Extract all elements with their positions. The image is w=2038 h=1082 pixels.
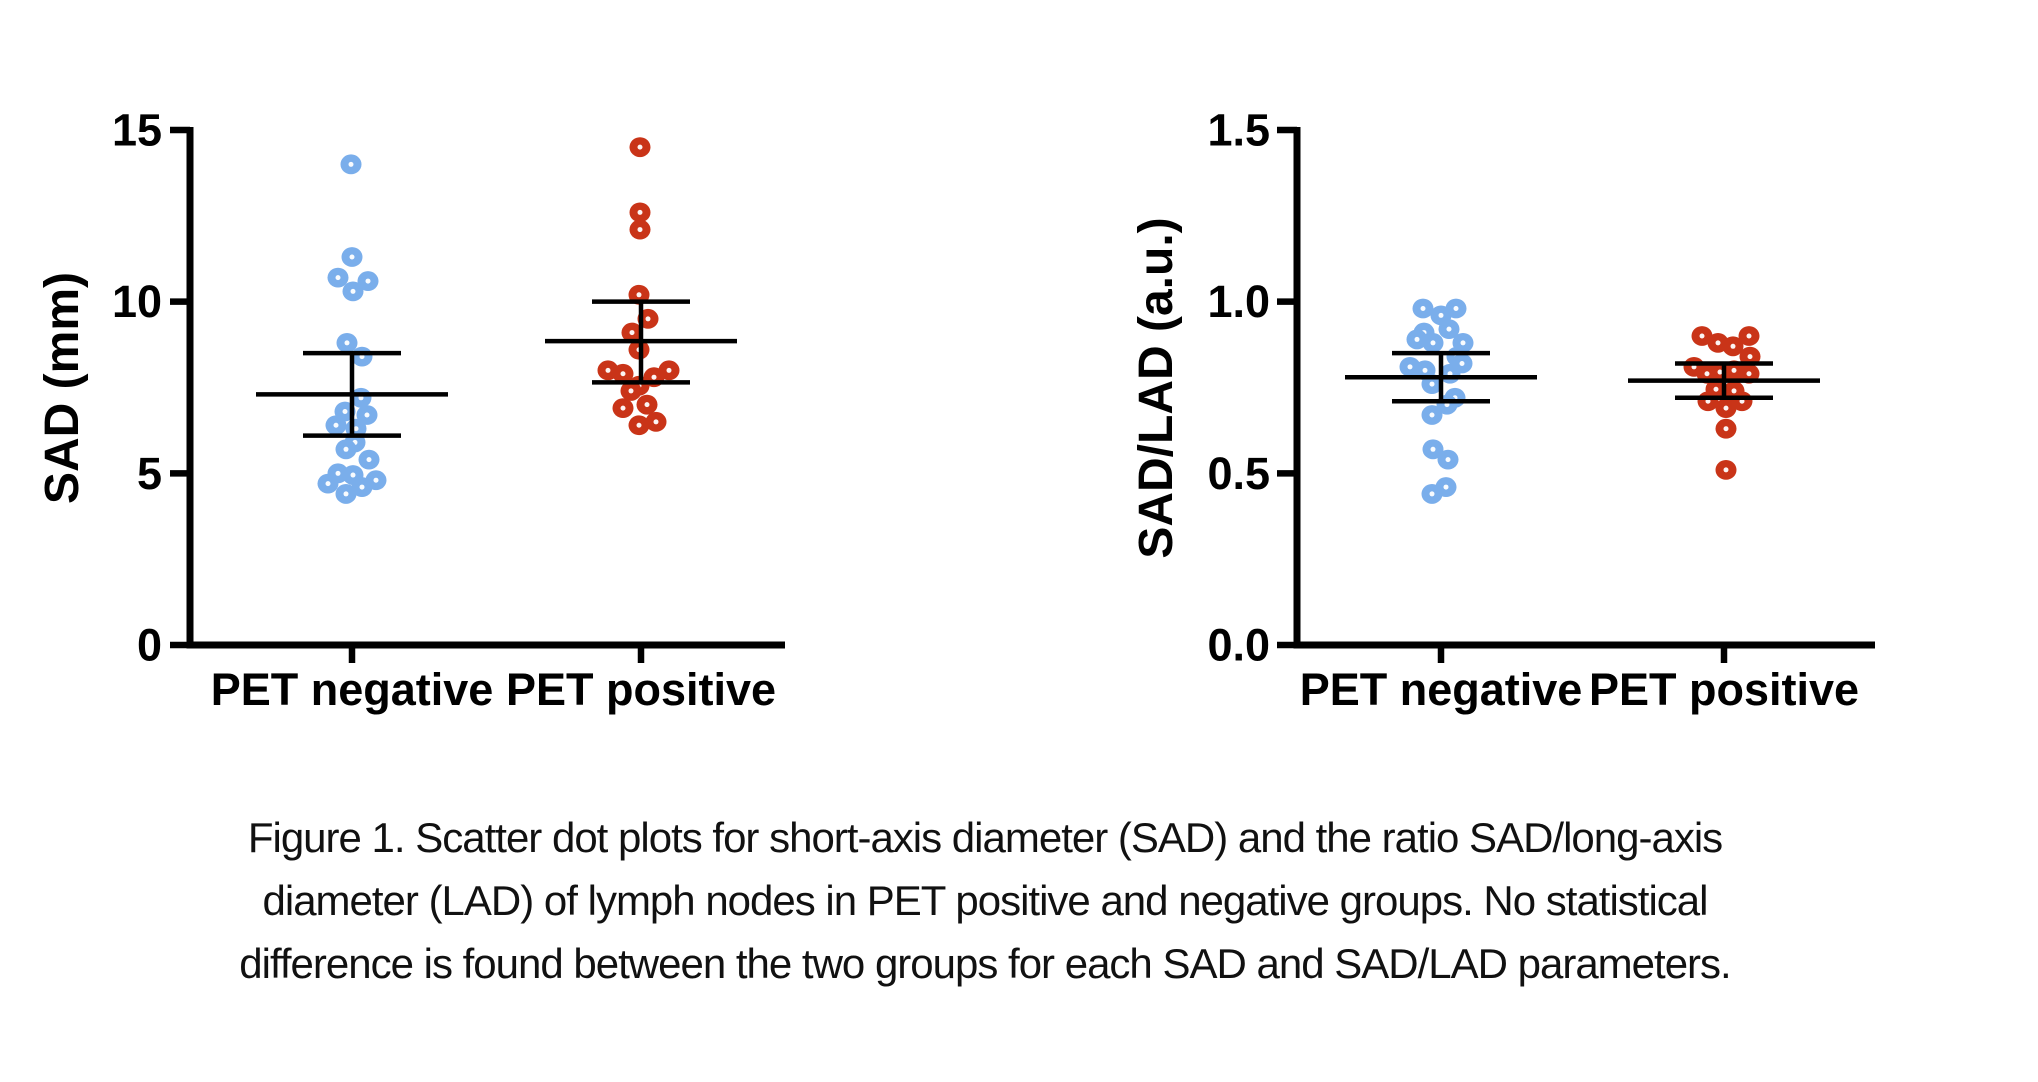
data-point-center xyxy=(351,473,356,478)
data-point-center xyxy=(344,491,349,496)
data-point-center xyxy=(1408,364,1413,369)
data-point-center xyxy=(637,292,642,297)
data-point-center xyxy=(654,419,659,424)
data-point-center xyxy=(1454,306,1459,311)
data-point-center xyxy=(1714,387,1719,392)
data-point-center xyxy=(621,371,626,376)
plot-sad xyxy=(36,105,785,716)
plot-sad-lad xyxy=(1130,105,1875,716)
series-pet-positive xyxy=(598,137,680,435)
data-point-center xyxy=(1732,368,1737,373)
data-point-center xyxy=(1431,447,1436,452)
caption-line-2: diameter (LAD) of lymph nodes in PET positive and negative groups. No statistical xyxy=(262,877,1708,924)
data-point-center xyxy=(343,409,348,414)
data-point-center xyxy=(630,330,635,335)
data-point-center xyxy=(1747,334,1752,339)
error-bar-pet-positive xyxy=(1628,363,1820,397)
category-label-pet-positive: PET positive xyxy=(1588,664,1860,715)
figure-caption xyxy=(0,806,1970,995)
data-point-center xyxy=(345,340,350,345)
data-point-center xyxy=(1724,467,1729,472)
caption-line-3: difference is found between the two groups for each SAD and SAD/LAD parameters. xyxy=(239,940,1731,987)
data-point-center xyxy=(638,145,643,150)
y-tick-label: 15 xyxy=(111,104,162,156)
y-tick-label: 0.0 xyxy=(1207,619,1270,671)
y-tick-label: 1.5 xyxy=(1207,104,1270,156)
data-point-center xyxy=(621,406,626,411)
data-point-center xyxy=(1724,406,1729,411)
data-point-center xyxy=(1716,340,1721,345)
data-point-center xyxy=(1447,327,1452,332)
y-tick-label: 0 xyxy=(136,619,162,671)
category-label-pet-negative: PET negative xyxy=(1299,664,1583,715)
error-bar-pet-positive xyxy=(545,302,737,383)
data-point-center xyxy=(336,471,341,476)
data-point-center xyxy=(1747,371,1752,376)
data-point-center xyxy=(629,388,634,393)
error-bar-pet-negative xyxy=(256,353,448,435)
series-pet-positive xyxy=(1684,326,1761,480)
data-point-center xyxy=(360,485,365,490)
y-tick-label: 0.5 xyxy=(1207,447,1270,499)
data-point-center xyxy=(1460,361,1465,366)
error-bar-pet-negative xyxy=(1345,353,1537,401)
data-point-center xyxy=(1732,388,1737,393)
category-label-pet-positive: PET positive xyxy=(505,664,777,715)
data-point-center xyxy=(349,162,354,167)
data-point-center xyxy=(1430,412,1435,417)
data-point-center xyxy=(344,447,349,452)
data-point-center xyxy=(351,289,356,294)
category-label-pet-negative: PET negative xyxy=(210,664,494,715)
y-tick-label: 10 xyxy=(111,276,162,328)
data-point-center xyxy=(1724,426,1729,431)
series-pet-negative xyxy=(318,154,387,503)
data-point-center xyxy=(1415,337,1420,342)
data-point-center xyxy=(1748,354,1753,359)
data-point-center xyxy=(1431,340,1436,345)
y-tick-label: 5 xyxy=(136,447,162,499)
data-point-center xyxy=(374,478,379,483)
y-axis-title: SAD (mm) xyxy=(36,271,89,505)
data-point-center xyxy=(326,481,331,486)
y-axis-title: SAD/LAD (a.u.) xyxy=(1130,217,1183,559)
data-point-center xyxy=(652,375,657,380)
data-point-center xyxy=(606,368,611,373)
data-point-center xyxy=(645,402,650,407)
data-point-center xyxy=(367,457,372,462)
data-point-center xyxy=(1430,491,1435,496)
data-point-center xyxy=(366,279,371,284)
data-point-center xyxy=(1731,344,1736,349)
caption-line-1: Figure 1. Scatter dot plots for short-axis diameter (SAD) and the ratio SAD/long-axis xyxy=(247,814,1723,861)
data-point-center xyxy=(1423,368,1428,373)
data-point-center xyxy=(336,275,341,280)
data-point-center xyxy=(1705,371,1710,376)
data-point-center xyxy=(1421,306,1426,311)
data-point-center xyxy=(667,368,672,373)
data-point-center xyxy=(334,423,339,428)
data-point-center xyxy=(1430,382,1435,387)
data-point-center xyxy=(638,227,643,232)
data-point-center xyxy=(1461,340,1466,345)
data-point-center xyxy=(1439,313,1444,318)
data-point-center xyxy=(637,423,642,428)
data-point-center xyxy=(350,255,355,260)
data-point-center xyxy=(1700,334,1705,339)
data-point-center xyxy=(1444,485,1449,490)
data-point-center xyxy=(365,412,370,417)
data-point-center xyxy=(1446,457,1451,462)
data-point-center xyxy=(646,316,651,321)
y-tick-label: 1.0 xyxy=(1207,276,1270,328)
data-point-center xyxy=(638,210,643,215)
